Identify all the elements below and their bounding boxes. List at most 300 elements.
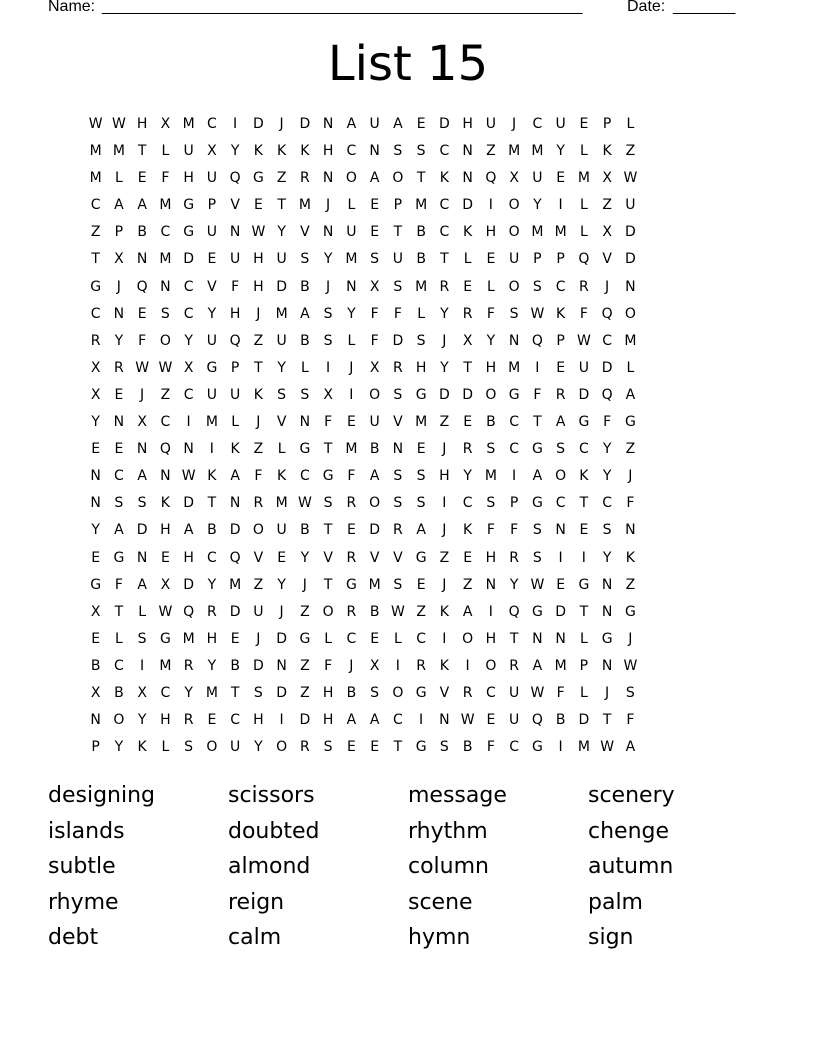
- grid-letter: Y: [463, 468, 472, 485]
- grid-letter: F: [324, 657, 333, 674]
- grid-row: [84, 328, 735, 355]
- grid-letter: L: [393, 630, 402, 647]
- grid-letter: M: [205, 684, 218, 701]
- grid-letter: A: [230, 468, 240, 485]
- grid-letter: M: [415, 197, 428, 214]
- grid-letter: M: [577, 739, 590, 756]
- grid-letter: F: [626, 712, 635, 729]
- grid-letter: D: [462, 197, 474, 214]
- grid-letter: Z: [439, 414, 450, 431]
- grid-letter: X: [369, 278, 380, 295]
- grid-letter: H: [322, 143, 334, 160]
- grid-letter: Q: [531, 712, 543, 729]
- grid-letter: D: [601, 359, 613, 376]
- grid-letter: Y: [91, 522, 100, 539]
- grid-letter: O: [159, 332, 171, 349]
- grid-letter: L: [579, 684, 588, 701]
- word-list-item: sign: [588, 925, 634, 951]
- grid-letter: A: [555, 414, 566, 431]
- word-list-item: calm: [228, 925, 282, 951]
- grid-letter: U: [392, 251, 403, 268]
- grid-letter: N: [160, 468, 171, 485]
- grid-letter: Y: [277, 359, 286, 376]
- grid-letter: T: [323, 522, 333, 539]
- grid-letter: W: [600, 739, 615, 756]
- grid-letter: C: [485, 684, 496, 701]
- grid-letter: T: [277, 197, 286, 214]
- grid-letter: U: [276, 251, 287, 268]
- grid-letter: Q: [136, 278, 148, 295]
- grid-letter: F: [510, 522, 519, 539]
- page-title: List 15: [327, 36, 489, 92]
- grid-letter: M: [368, 576, 381, 593]
- word-list: [48, 778, 768, 956]
- grid-letter: T: [579, 495, 589, 512]
- grid-letter: Z: [439, 549, 450, 566]
- grid-letter: L: [579, 197, 588, 214]
- grid-letter: N: [113, 414, 125, 431]
- grid-letter: C: [532, 116, 543, 132]
- grid-letter: E: [463, 549, 473, 566]
- grid-letter: U: [276, 332, 287, 349]
- grid-letter: B: [555, 712, 566, 729]
- grid-letter: T: [509, 630, 519, 647]
- grid-letter: W: [576, 332, 591, 349]
- grid-letter: H: [485, 549, 497, 566]
- grid-letter: T: [137, 143, 147, 160]
- grid-letter: S: [532, 278, 542, 295]
- grid-letter: D: [276, 278, 288, 295]
- grid-letter: D: [276, 630, 288, 647]
- grid-letter: D: [229, 603, 241, 620]
- grid-letter: T: [323, 576, 333, 593]
- grid-letter: U: [509, 684, 520, 701]
- grid-letter: O: [624, 305, 636, 322]
- grid-letter: B: [486, 414, 496, 431]
- grid-letter: G: [159, 630, 171, 647]
- grid-letter: J: [512, 116, 517, 132]
- grid-letter: X: [160, 576, 171, 593]
- grid-letter: E: [253, 197, 263, 214]
- grid-letter: Z: [300, 684, 310, 701]
- word-list-item: subtle: [48, 854, 116, 880]
- grid-letter: G: [345, 576, 357, 593]
- grid-letter: H: [439, 468, 450, 485]
- grid-letter: D: [578, 712, 590, 729]
- grid-letter: K: [207, 468, 217, 485]
- grid-letter: K: [625, 549, 635, 566]
- grid-letter: N: [392, 441, 404, 458]
- grid-letter: S: [370, 251, 380, 268]
- grid-letter: F: [161, 170, 170, 187]
- grid-letter: H: [229, 305, 241, 322]
- grid-letter: M: [298, 197, 311, 214]
- word-list-item: almond: [228, 854, 311, 880]
- grid-row: [84, 409, 735, 436]
- word-list-item: message: [408, 783, 507, 808]
- grid-letter: H: [160, 522, 171, 539]
- grid-letter: D: [252, 116, 264, 132]
- grid-letter: S: [393, 495, 403, 512]
- grid-letter: S: [323, 332, 333, 349]
- grid-letter: P: [579, 657, 589, 674]
- grid-letter: Y: [602, 441, 612, 458]
- grid-letter: D: [438, 116, 450, 132]
- grid-letter: E: [416, 576, 426, 593]
- grid-letter: E: [137, 305, 147, 322]
- grid-letter: J: [256, 305, 261, 322]
- grid-letter: S: [602, 522, 612, 539]
- grid-letter: E: [463, 278, 473, 295]
- grid-letter: Y: [602, 549, 612, 566]
- grid-letter: N: [601, 576, 613, 593]
- grid-letter: D: [578, 386, 590, 403]
- grid-letter: O: [369, 495, 381, 512]
- word-list-item: chenge: [588, 818, 670, 844]
- grid-letter: R: [393, 359, 403, 376]
- grid-letter: G: [322, 468, 334, 485]
- grid-letter: E: [207, 251, 217, 268]
- grid-letter: K: [300, 143, 310, 160]
- grid-letter: E: [207, 712, 217, 729]
- grid-row: [84, 653, 735, 680]
- grid-letter: I: [512, 468, 517, 485]
- grid-letter: K: [463, 224, 473, 241]
- grid-letter: B: [416, 224, 426, 241]
- grid-letter: M: [89, 170, 102, 187]
- grid-letter: Z: [625, 143, 636, 160]
- grid-letter: R: [462, 684, 473, 701]
- grid-letter: U: [369, 414, 380, 431]
- grid-letter: H: [253, 712, 264, 729]
- grid-row: [84, 165, 735, 192]
- grid-letter: J: [279, 116, 284, 132]
- grid-letter: F: [114, 576, 123, 593]
- grid-letter: I: [419, 712, 424, 729]
- grid-letter: V: [276, 414, 287, 431]
- grid-letter: Z: [253, 441, 264, 458]
- grid-letter: C: [509, 739, 520, 756]
- grid-letter: G: [415, 549, 427, 566]
- grid-letter: C: [113, 657, 124, 674]
- word-list-item: palm: [588, 889, 643, 915]
- grid-letter: C: [602, 495, 613, 512]
- grid-letter: X: [323, 386, 333, 403]
- grid-letter: N: [601, 603, 613, 620]
- grid-letter: F: [486, 305, 495, 322]
- grid-letter: Y: [486, 332, 496, 349]
- grid-letter: W: [181, 468, 196, 485]
- grid-letter: R: [300, 739, 310, 756]
- grid-letter: E: [114, 441, 124, 458]
- grid-letter: E: [346, 522, 356, 539]
- grid-letter: S: [160, 305, 170, 322]
- grid-letter: B: [207, 522, 217, 539]
- grid-letter: X: [90, 359, 101, 376]
- grid-letter: S: [416, 495, 426, 512]
- grid-letter: J: [628, 630, 633, 647]
- grid-letter: S: [300, 251, 310, 268]
- grid-letter: R: [114, 359, 124, 376]
- grid-letter: A: [137, 576, 147, 593]
- grid-letter: H: [206, 630, 218, 647]
- grid-letter: P: [393, 197, 403, 214]
- grid-letter: D: [555, 603, 567, 620]
- grid-letter: H: [183, 549, 194, 566]
- grid-letter: A: [114, 522, 124, 539]
- grid-letter: T: [393, 224, 403, 241]
- grid-letter: C: [160, 224, 171, 241]
- grid-letter: J: [326, 278, 331, 295]
- grid-letter: T: [579, 603, 589, 620]
- grid-letter: D: [229, 522, 241, 539]
- grid-letter: Y: [277, 224, 286, 241]
- grid-letter: Y: [440, 305, 449, 322]
- grid-letter: S: [184, 739, 194, 756]
- grid-letter: O: [485, 386, 497, 403]
- grid-letter: W: [460, 712, 475, 729]
- grid-letter: M: [159, 251, 172, 268]
- grid-letter: C: [462, 495, 473, 512]
- grid-letter: E: [346, 414, 356, 431]
- grid-row: [84, 382, 735, 409]
- grid-letter: M: [345, 251, 358, 268]
- grid-letter: E: [370, 739, 380, 756]
- grid-letter: A: [346, 116, 357, 132]
- grid-letter: F: [626, 495, 635, 512]
- grid-letter: U: [532, 170, 543, 187]
- grid-letter: U: [206, 170, 217, 187]
- grid-letter: L: [579, 630, 588, 647]
- grid-letter: S: [556, 441, 566, 458]
- grid-letter: X: [90, 603, 101, 620]
- grid-letter: N: [555, 522, 566, 539]
- grid-letter: K: [602, 143, 612, 160]
- grid-row: [84, 301, 735, 328]
- grid-letter: F: [231, 278, 240, 295]
- grid-letter: E: [91, 630, 101, 647]
- grid-letter: F: [254, 468, 263, 485]
- grid-letter: N: [462, 143, 473, 160]
- grid-letter: N: [136, 549, 148, 566]
- grid-row: [84, 138, 735, 165]
- grid-letter: C: [160, 684, 171, 701]
- grid-letter: C: [578, 441, 589, 458]
- grid-letter: A: [369, 712, 380, 729]
- grid-letter: Q: [229, 170, 241, 187]
- grid-letter: J: [442, 332, 447, 349]
- grid-letter: U: [230, 739, 241, 756]
- grid-letter: K: [439, 657, 449, 674]
- grid-letter: S: [370, 684, 380, 701]
- grid-letter: I: [349, 386, 354, 403]
- grid-letter: C: [183, 386, 194, 403]
- grid-letter: Y: [207, 305, 217, 322]
- grid-letter: X: [602, 224, 612, 241]
- grid-letter: M: [624, 332, 637, 349]
- grid-letter: R: [90, 332, 101, 349]
- grid-letter: L: [161, 739, 170, 756]
- grid-letter: Q: [159, 441, 171, 458]
- grid-letter: M: [205, 414, 218, 431]
- grid-letter: I: [558, 739, 563, 756]
- grid-letter: S: [439, 739, 449, 756]
- grid-letter: L: [277, 441, 286, 458]
- grid-letter: S: [625, 684, 635, 701]
- grid-letter: H: [485, 359, 497, 376]
- grid-letter: L: [300, 359, 309, 376]
- grid-letter: W: [390, 603, 405, 620]
- grid-letter: M: [508, 359, 521, 376]
- grid-letter: G: [299, 630, 311, 647]
- grid-letter: S: [416, 332, 426, 349]
- grid-row: [84, 274, 735, 301]
- grid-letter: S: [323, 739, 333, 756]
- grid-letter: S: [509, 305, 519, 322]
- grid-letter: K: [579, 468, 589, 485]
- grid-letter: H: [183, 170, 194, 187]
- grid-letter: J: [140, 386, 145, 403]
- grid-letter: D: [624, 251, 636, 268]
- grid-letter: L: [579, 224, 588, 241]
- grid-letter: P: [556, 332, 565, 349]
- grid-letter: Z: [160, 386, 171, 403]
- grid-letter: K: [439, 170, 449, 187]
- grid-letter: L: [231, 414, 240, 431]
- grid-letter: A: [369, 170, 380, 187]
- grid-letter: I: [442, 630, 447, 647]
- grid-letter: W: [111, 116, 126, 132]
- grid-letter: S: [323, 305, 333, 322]
- grid-letter: C: [509, 414, 520, 431]
- grid-letter: V: [602, 251, 612, 268]
- grid-letter: W: [623, 170, 638, 187]
- grid-letter: I: [326, 359, 331, 376]
- grid-letter: G: [624, 603, 636, 620]
- grid-letter: G: [531, 603, 543, 620]
- grid-letter: L: [114, 170, 123, 187]
- grid-letter: H: [160, 712, 171, 729]
- grid-letter: R: [300, 170, 310, 187]
- grid-letter: Q: [601, 305, 613, 322]
- grid-letter: Q: [531, 332, 543, 349]
- grid-letter: U: [276, 522, 287, 539]
- grid-letter: E: [91, 441, 101, 458]
- grid-letter: F: [138, 332, 147, 349]
- grid-letter: E: [556, 359, 566, 376]
- grid-letter: C: [555, 278, 566, 295]
- grid-letter: O: [252, 522, 264, 539]
- grid-letter: G: [578, 414, 590, 431]
- grid-letter: E: [486, 251, 496, 268]
- grid-letter: J: [302, 576, 307, 593]
- grid-letter: R: [183, 712, 194, 729]
- grid-letter: F: [579, 305, 588, 322]
- grid-letter: D: [299, 712, 311, 729]
- grid-letter: N: [90, 712, 101, 729]
- grid-letter: J: [326, 197, 331, 214]
- grid-letter: J: [256, 630, 261, 647]
- grid-letter: K: [556, 305, 566, 322]
- grid-letter: X: [207, 143, 217, 160]
- grid-letter: X: [369, 359, 380, 376]
- grid-letter: Y: [230, 143, 240, 160]
- grid-letter: X: [160, 116, 171, 132]
- grid-letter: N: [322, 224, 334, 241]
- grid-letter: C: [509, 441, 520, 458]
- grid-letter: W: [88, 116, 103, 132]
- grid-letter: E: [346, 739, 356, 756]
- word-list-item: doubted: [228, 818, 320, 844]
- grid-letter: K: [463, 522, 473, 539]
- grid-letter: U: [369, 116, 380, 132]
- grid-letter: T: [114, 603, 124, 620]
- grid-letter: Z: [602, 197, 612, 214]
- grid-letter: N: [601, 657, 613, 674]
- grid-letter: Q: [578, 251, 590, 268]
- grid-letter: B: [114, 684, 124, 701]
- grid-letter: W: [530, 305, 545, 322]
- grid-row: [84, 572, 735, 599]
- grid-letter: O: [392, 170, 404, 187]
- grid-letter: A: [532, 657, 543, 674]
- grid-letter: K: [230, 441, 240, 458]
- word-list-item: debt: [48, 925, 99, 951]
- grid-letter: T: [602, 712, 612, 729]
- grid-letter: D: [299, 116, 311, 132]
- word-list-item: scene: [408, 889, 473, 915]
- grid-letter: Y: [556, 143, 565, 160]
- grid-letter: N: [532, 630, 543, 647]
- grid-letter: B: [369, 441, 380, 458]
- grid-letter: Y: [91, 414, 100, 431]
- grid-letter: G: [183, 197, 195, 214]
- grid-letter: N: [229, 495, 241, 512]
- grid-letter: N: [508, 332, 520, 349]
- grid-letter: N: [555, 630, 566, 647]
- grid-letter: M: [159, 197, 172, 214]
- grid-letter: D: [183, 495, 195, 512]
- grid-letter: S: [393, 143, 403, 160]
- grid-letter: N: [625, 278, 636, 295]
- grid-letter: L: [486, 278, 495, 295]
- grid-letter: Q: [229, 332, 241, 349]
- grid-letter: M: [159, 657, 172, 674]
- grid-letter: I: [558, 549, 563, 566]
- grid-letter: N: [90, 468, 101, 485]
- grid-letter: C: [416, 630, 427, 647]
- word-list-item: column: [408, 854, 489, 880]
- grid-letter: C: [439, 224, 450, 241]
- grid-letter: A: [300, 305, 310, 322]
- grid-letter: Y: [207, 657, 217, 674]
- grid-letter: R: [346, 549, 357, 566]
- grid-row: [84, 355, 735, 382]
- date-label: Date:: [627, 0, 666, 15]
- grid-letter: Z: [625, 576, 636, 593]
- grid-letter: B: [416, 251, 426, 268]
- grid-row: [84, 463, 735, 490]
- grid-letter: W: [530, 684, 545, 701]
- grid-letter: Q: [229, 549, 241, 566]
- grid-letter: K: [277, 468, 287, 485]
- grid-letter: I: [535, 359, 540, 376]
- grid-letter: I: [558, 197, 563, 214]
- grid-letter: K: [277, 143, 287, 160]
- grid-letter: J: [442, 576, 447, 593]
- grid-letter: Z: [416, 603, 426, 620]
- grid-letter: K: [439, 603, 449, 620]
